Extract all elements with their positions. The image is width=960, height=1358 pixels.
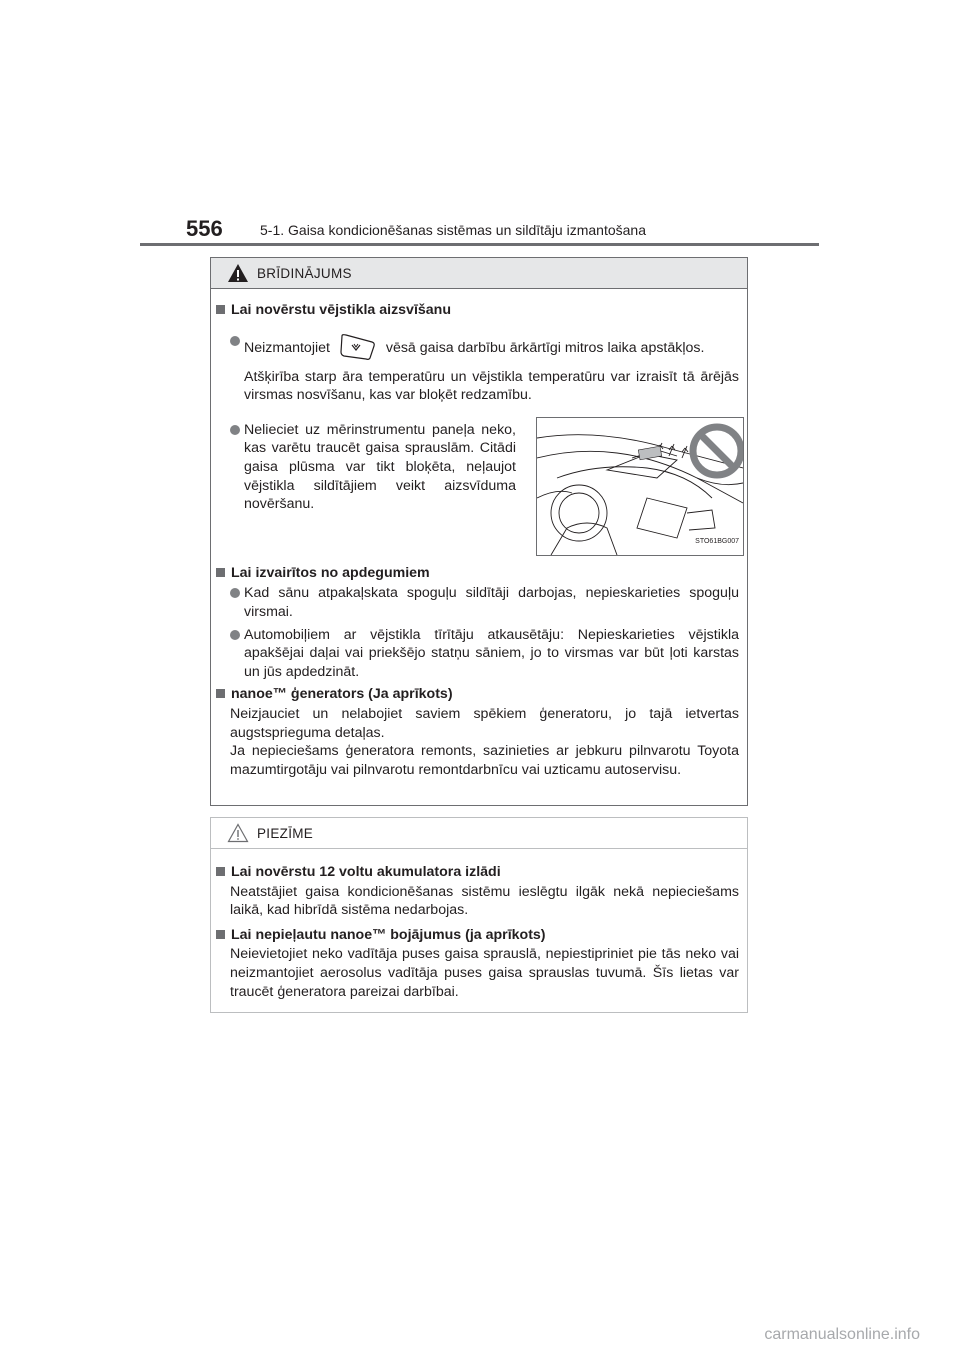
header-rule bbox=[140, 243, 819, 246]
warning-triangle-icon bbox=[227, 263, 249, 283]
caution-triangle-outline-icon bbox=[227, 823, 249, 843]
note-box-body bbox=[211, 849, 747, 1001]
figure-label: STO61BG007 bbox=[695, 538, 739, 546]
prohibition-sign-icon bbox=[693, 427, 741, 475]
warning-box-body bbox=[211, 289, 747, 779]
figure-row bbox=[216, 419, 739, 556]
warning-box-header bbox=[211, 258, 747, 289]
heading-battery bbox=[216, 863, 739, 882]
dashboard-illustration bbox=[536, 417, 744, 556]
paragraph: Neievietojiet neko vadītāja puses gaisa sprauslā, nepiestipriniet pie tās neko vai neizmantojiet aerosolus vadītāja puses gaisa sprauslas tuvumā. Šīs lietas var traucēt ģeneratora pareizai darbībai. bbox=[230, 946, 739, 1000]
list-item bbox=[216, 332, 739, 362]
air-vent-button-icon bbox=[338, 332, 378, 362]
heading-text: Lai nepieļautu nanoe™ bojājumus (ja aprīkots) bbox=[231, 926, 546, 943]
section-title: 5-1. Gaisa kondicionēšanas sistēmas un sildītāju izmantošana bbox=[260, 222, 646, 238]
bullet-text bbox=[244, 332, 739, 362]
round-bullet-icon bbox=[230, 336, 240, 346]
paragraph: Neatstājiet gaisa kondicionēšanas sistēmu ieslēgtu ilgāk nekā nepieciešams laikā, kad hibrīdā sistēma nedarbojas. bbox=[230, 883, 739, 919]
bullet-text: Nelieciet uz mērinstrumentu paneļa neko, kas varētu traucēt gaisa sprauslām. Citādi gaisa plūsma var tikt bloķēta, neļaujot vējstikla sildītājiem veikt aizsvīduma novēršanu. bbox=[244, 421, 516, 513]
square-bullet-icon bbox=[216, 930, 225, 939]
round-bullet-icon bbox=[230, 630, 240, 640]
warning-box-title: BRĪDINĀJUMS bbox=[257, 265, 352, 281]
round-bullet-icon bbox=[230, 425, 240, 435]
heading-nanoe bbox=[216, 685, 739, 704]
list-item bbox=[216, 421, 516, 556]
heading-text: Lai izvairītos no apdegumiem bbox=[231, 564, 430, 581]
square-bullet-icon bbox=[216, 867, 225, 876]
bullet-text-part: Neizmantojiet bbox=[244, 339, 330, 356]
square-bullet-icon bbox=[216, 689, 225, 698]
watermark: carmanualsonline.info bbox=[764, 1326, 920, 1343]
heading-text: Lai novērstu vējstikla aizsvīšanu bbox=[231, 302, 452, 318]
square-bullet-icon bbox=[216, 305, 225, 314]
nanoe-paragraphs bbox=[216, 705, 739, 779]
page-number: 556 bbox=[186, 216, 223, 241]
heading-nanoe-damage bbox=[216, 926, 739, 945]
bullet-continuation: Atšķirība starp āra temperatūru un vējstikla temperatūru var izraisīt tā ārējās virsmas nosvīšanu, kas var bloķēt redzamību. bbox=[244, 368, 739, 404]
heading-burns bbox=[216, 564, 739, 583]
warning-box bbox=[210, 257, 748, 806]
bullet-text: Automobiļiem ar vējstikla tīrītāju atkausētāju: Nepieskarieties vējstikla apakšējai daļai vai priekšējo statņu sāniem, jo to virsmas var būt ļoti karstas un jūs apdedzināt. bbox=[244, 626, 739, 680]
note-box bbox=[210, 817, 748, 1013]
note-box-header bbox=[211, 818, 747, 849]
list-item bbox=[216, 584, 739, 621]
heading-text: nanoe™ ģenerators (Ja aprīkots) bbox=[231, 686, 453, 703]
square-bullet-icon bbox=[216, 568, 225, 577]
bullet-text: Kad sānu atpakaļskata spoguļu sildītāji darbojas, nepieskarieties spoguļu virsmai. bbox=[244, 585, 739, 620]
heading-text: Lai novērstu 12 voltu akumulatora izlādi bbox=[231, 864, 501, 880]
round-bullet-icon bbox=[230, 588, 240, 598]
list-item bbox=[216, 626, 739, 682]
heading-defog bbox=[216, 301, 739, 320]
paragraph: Ja nepieciešams ģeneratora remonts, sazinieties ar jebkuru pilnvarotu Toyota mazumtirgotāju vai pilnvarotu remontdarbnīcu vai uzticamu autoservisu. bbox=[230, 743, 739, 778]
note-box-title: PIEZĪME bbox=[257, 825, 314, 841]
paragraph: Neizjauciet un nelabojiet saviem spēkiem ģeneratoru, jo tajā ietvertas augstsprieguma detaļas. bbox=[230, 705, 739, 741]
bullet-text-part: vēsā gaisa darbību ārkārtīgi mitros laika apstākļos. bbox=[385, 339, 705, 356]
